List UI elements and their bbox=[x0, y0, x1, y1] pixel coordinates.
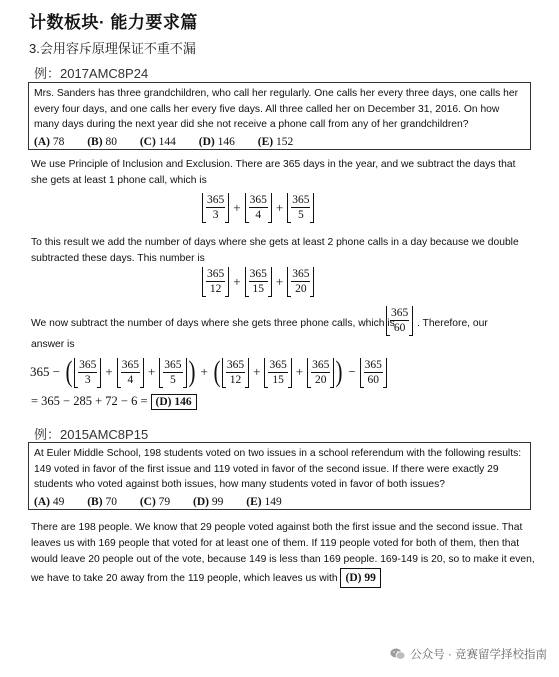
floor-sum-2: $\frac{365}{12}$ + $\frac{365}{15}$ + $\frac{365}{20}$ bbox=[202, 267, 314, 296]
problem-text-2: At Euler Middle School, 198 students voted on two issues in a school referendum with the following results: 149 voted in favor of the first issue and 119 voted in favor of the second issue. If there were exactly 29 students who voted against both issues, how many students voted in favor of both issues? bbox=[34, 448, 522, 490]
full-equation: 365 − ( $\frac{365}{3}$ + $\frac{365}{4}$ + $\frac{365}{5}$ ) + ( $\frac{365}{12}$ + $\frac{365}{15}$ + $\frac{365}{20}$ ) − $\frac{365}{60}$ bbox=[30, 357, 387, 387]
answer-is-text: answer is bbox=[31, 339, 75, 350]
example-label-2: 例：2015AMC8P15 bbox=[34, 427, 149, 442]
floor-triple: $\frac{365}{60}$ bbox=[386, 306, 413, 335]
floor-sum-1: $\frac{365}{3}$ + $\frac{365}{4}$ + $\frac{365}{5}$ bbox=[202, 193, 314, 222]
answer-choices-2: (A) 49 (B) 70 (C) 79 (D) 99 (E) 149 bbox=[34, 495, 282, 508]
wechat-icon bbox=[390, 647, 406, 661]
problem-box bbox=[28, 82, 531, 150]
solution-paragraph-3-end: . Therefore, our bbox=[417, 318, 488, 329]
solution-paragraph-3: We now subtract the number of days where she gets three phone calls, which is bbox=[31, 318, 395, 329]
solution-paragraph-1: We use Principle of Inclusion and Exclusion. There are 365 days in the year, and we subtract the days that she gets at least 1 phone call, which is bbox=[31, 159, 516, 186]
result-line: = 365 − 285 + 72 − 6 = (D) 146 bbox=[31, 394, 197, 410]
example-label: 例：2017AMC8P24 bbox=[34, 66, 149, 81]
solution-paragraph-2: To this result we add the number of days where she gets at least 2 phone calls in a day because we double subtracted these days. This number is bbox=[31, 237, 519, 264]
footer-text: 公众号 · 竞赛留学择校指南 bbox=[410, 649, 547, 661]
answer-choices: (A) 78 (B) 80 (C) 144 (D) 146 (E) 152 bbox=[34, 135, 294, 148]
problem-text: Mrs. Sanders has three grandchildren, who call her regularly. One calls her every three days, one calls her every four days, and one calls her every five days. All three called her on December 31, 2016. On how many days during the next year did she not receive a phone call from any of her grandchildren? bbox=[34, 88, 518, 130]
answer-box-2: (D) 99 bbox=[340, 568, 380, 588]
page-title: 计数板块· 能力要求篇 bbox=[29, 13, 198, 32]
answer-box: (D) 146 bbox=[151, 394, 197, 410]
section-subtitle: 3.会用容斥原理保证不重不漏 bbox=[29, 41, 196, 56]
footer-watermark bbox=[390, 646, 547, 662]
problem-box-2 bbox=[28, 442, 531, 510]
solution-paragraph-ex2: There are 198 people. We know that 29 people voted against both the first issue and the second issue. That leaves us with 169 people that voted for at least one of them. If 119 people voted for both of them, then that would leave 20 people out of the vote, because 149 is less than 169 people. 169-149 is 20, so to make it even, we have to take 20 away from the 119 people, which leaves us with (D) 99 bbox=[31, 520, 536, 588]
